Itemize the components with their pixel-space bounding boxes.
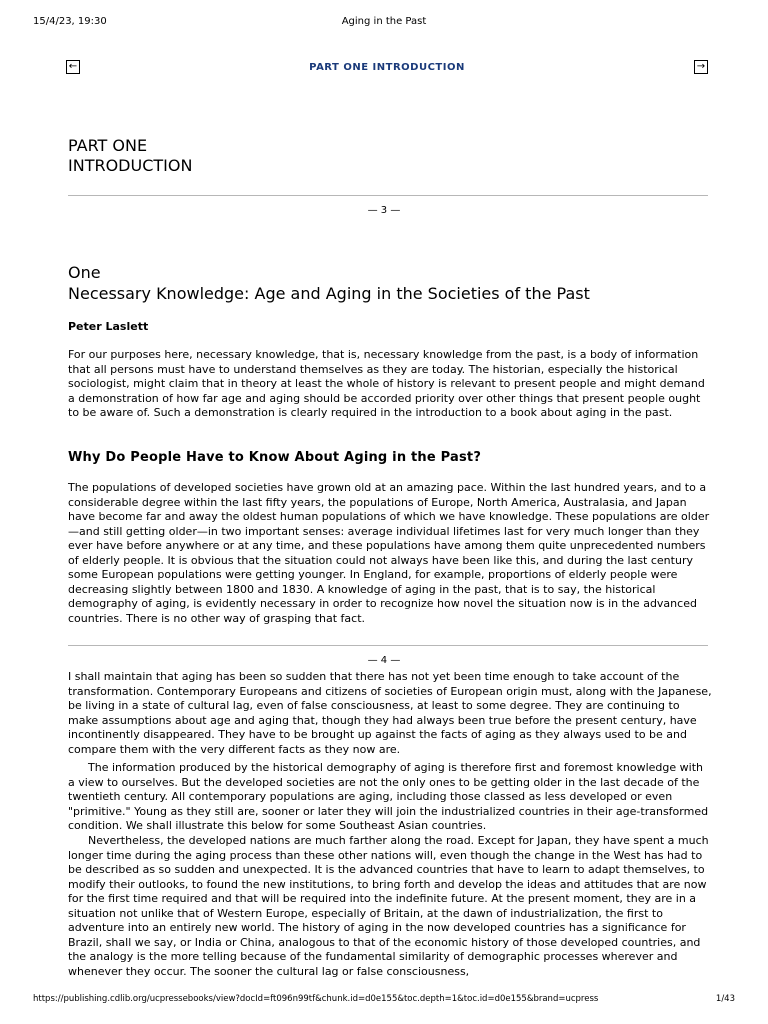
chapter-number: One <box>68 263 101 282</box>
print-title: Aging in the Past <box>341 16 427 27</box>
chapter-heading <box>68 262 590 304</box>
body-paragraph: For our purposes here, necessary knowledge, that is, necessary knowledge from the past, is a body of information that all persons must have to understand themselves as they are today. The historian, especially the historical sociologist, might claim that in theory at least the whole of history is relevant to present people and might demand a demonstration of how far age and aging should be accorded priority over other things that present people ought to be aware of. Such a demonstration is clearly required in the introduction to a book about aging in the past. <box>68 348 705 419</box>
previous-page-icon[interactable]: ← <box>66 60 80 74</box>
page-marker: — 4 — <box>367 655 401 666</box>
print-page-count: 1/43 <box>715 994 735 1004</box>
author-name: Peter Laslett <box>68 320 149 333</box>
body-paragraph: The information produced by the historical demography of aging is therefore first and foremost knowledge with a view to ourselves. But the developed societies are not the only ones to be getting older in the last decade of the twentieth century. All contemporary populations are aging, including those classed as less developed or even "primitive." Young as they still are, sooner or later they will join the industrialized countries in their age-transformed condition. We shall illustrate this below for some Southeast Asian countries. <box>68 761 709 832</box>
body-paragraph: The populations of developed societies have grown old at an amazing pace. Within the last hundred years, and to a considerable degree within the last fifty years, the populations of Europe, North America, Australasia, and Japan have become far and away the oldest human populations of which we have knowledge. These populations are older—and still getting older—in two important senses: average individual lifetimes last for very much longer than they ever have before anywhere or at any time, and these populations have among them quite unprecedented numbers of elderly people. It is obvious that the situation could not always have been like this, and during the last century some European populations were getting younger. In England, for example, proportions of elderly people were decreasing slightly between 1800 and 1830. A knowledge of aging in the past, that is to say, the historical demography of aging, is evidently necessary in order to recognize how novel the situation now is in the advanced countries. There is no other way of grasping that fact. <box>68 481 710 625</box>
page-divider <box>68 645 708 646</box>
print-url: https://publishing.cdlib.org/ucpressebooks/view?docId=ft096n99tf&chunk.id=d0e155&toc.depth=1&toc.id=d0e155&brand=ucpress <box>33 994 599 1004</box>
part-heading-line1: PART ONE <box>68 136 148 155</box>
print-footer <box>0 994 768 1008</box>
part-heading <box>68 136 192 176</box>
body-paragraph: Nevertheless, the developed nations are much farther along the road. Except for Japan, they have spent a much longer time during the aging process than these other nations will, even though the change in the West has had to be described as so sudden and unexpected. It is the advanced countries that have to learn to adapt themselves, to modify their outlooks, to found the new institutions, to bring forth and develop the ideas and attitudes that are now for the first time required and that will be required into the indefinite future. At the present moment, they are in a situation not unlike that of Western Europe, especially of Britain, at the dawn of industrialization, the first to adventure into an entirely new world. The history of aging in the now developed countries has a significance for Brazil, shall we say, or India or China, analogous to that of the economic history of those developed countries, and the analogy is the more telling because of the fundamental similarity of demographic processes wherever and whenever they occur. The sooner the cultural lag or false consciousness, <box>68 834 709 978</box>
print-date: 15/4/23, 19:30 <box>33 16 107 27</box>
nav-section-title[interactable]: PART ONE INTRODUCTION <box>309 62 465 73</box>
next-page-icon[interactable]: → <box>694 60 708 74</box>
page-divider <box>68 195 708 196</box>
chapter-nav <box>66 60 708 76</box>
section-heading: Why Do People Have to Know About Aging in the Past? <box>68 450 482 465</box>
print-header <box>0 16 768 30</box>
chapter-title: Necessary Knowledge: Age and Aging in the Societies of the Past <box>68 284 590 303</box>
part-heading-line2: INTRODUCTION <box>68 156 193 175</box>
body-paragraph: I shall maintain that aging has been so sudden that there has not yet been time enough to take account of the transformation. Contemporary Europeans and citizens of societies of European origin must, along with the Japanese, be living in a state of cultural lag, even of false consciousness, at least to some degree. They are continuing to make assumptions about age and aging that, though they had always been true before the present century, have incontinently disappeared. They have to be brought up against the facts of aging as they always used to be and compare them with the very different facts as they now are. <box>68 670 712 756</box>
page-marker: — 3 — <box>367 205 401 216</box>
